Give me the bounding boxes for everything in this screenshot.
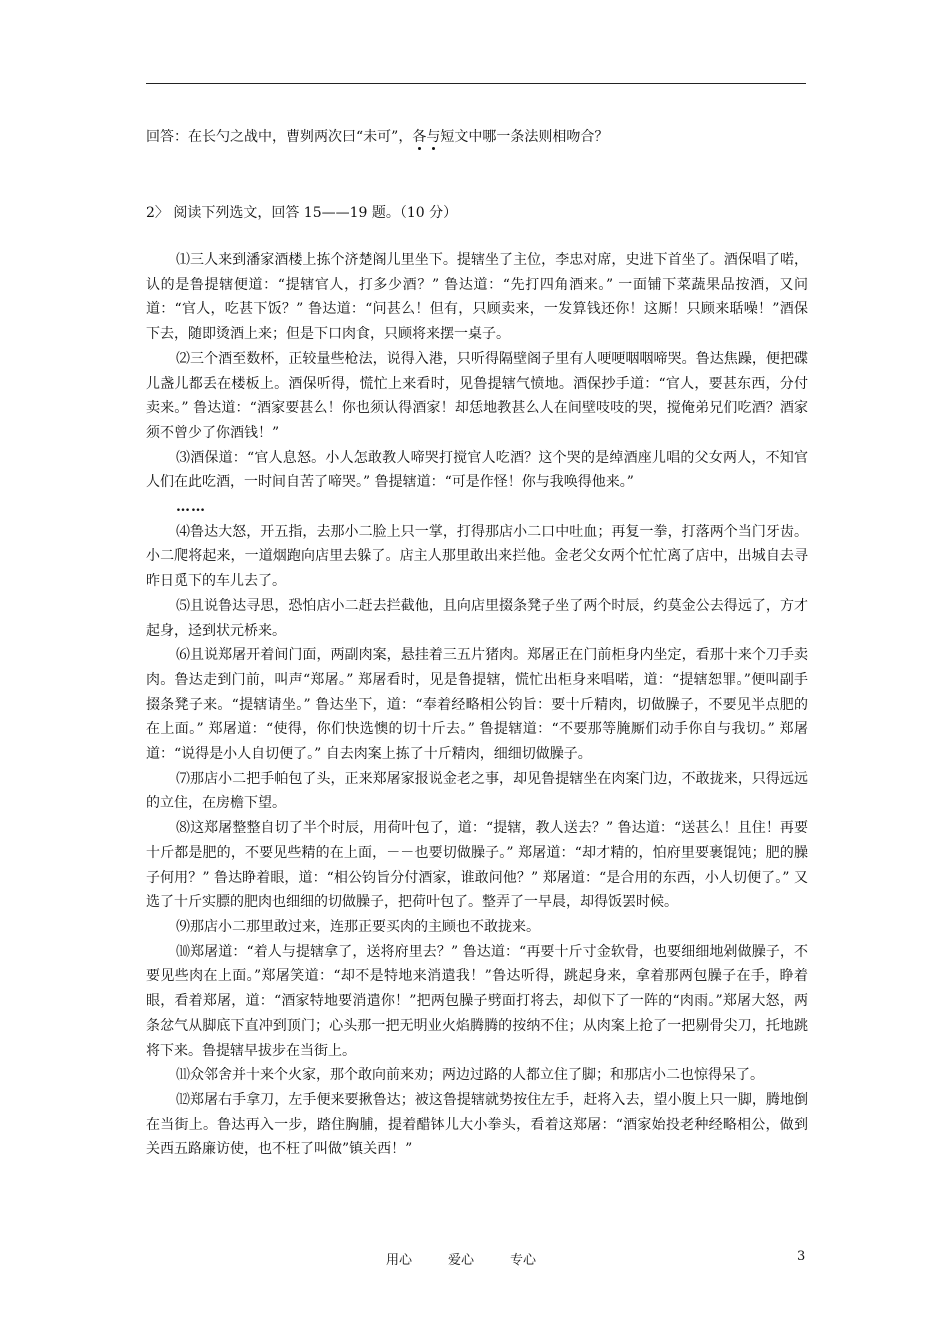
header-rule <box>146 83 806 84</box>
question-text-before: 回答：在长勺之战中，曹刿两次曰“未可”， <box>146 129 413 145</box>
question-line <box>146 126 608 148</box>
paragraph-3: ⑶酒保道：“官人息怒。小人怎敢教人啼哭打搅官人吃酒？这个哭的是绰酒座儿唱的父女两人，不知官人们在此吃酒，一时间自苦了啼哭。” 鲁提辖道：“可是作怪！你与我唤得他来。” <box>146 449 808 491</box>
emphasis-char-2: 与 <box>426 129 441 145</box>
paragraph-4: ⑷鲁达大怒，开五指，去那小二脸上只一掌，打得那店小二口中吐血；再复一拳，打落两个当门牙齿。小二爬将起来，一道烟跑向店里去躲了。店主人那里敢出来拦他。金老父女两个忙忙离了店中，出城自去寻昨日觅下的车儿去了。 <box>146 523 808 590</box>
passage <box>146 248 808 1162</box>
paragraph-10: ⑽郑屠道：“着人与提辖拿了，送将府里去？” 鲁达道：“再要十斤寸金软骨，也要细细地剁做臊子，不要见些肉在上面。”郑屠笑道：“却不是特地来消遣我！”鲁达听得，跳起身来，拿着那两包臊子在手，睁着眼，看着郑屠，道：“酒家特地要消遣你！”把两包臊子劈面打将去，却似下了一阵的“肉雨。”郑屠大怒，两条忿气从脚底下直冲到顶门；心头那一把无明业火焰腾腾的按纳不住；从肉案上抢了一把剔骨尖刀，托地跳将下来。鲁提辖早拔步在当街上。 <box>146 943 808 1059</box>
paragraph-5: ⑸且说鲁达寻思，恐怕店小二赶去拦截他，且向店里掇条凳子坐了两个时辰，约莫金公去得远了，方才起身，迳到状元桥来。 <box>146 597 808 639</box>
paragraph-9: ⑼那店小二那里敢过来，连那正要买肉的主顾也不敢拢来。 <box>176 918 540 935</box>
footer-word-1: 用心 <box>386 1253 413 1268</box>
paragraph-1: ⑴三人来到潘家酒楼上拣个济楚阁儿里坐下。提辖坐了主位，李忠对席，史进下首坐了。酒保唱了喏，认的是鲁提辖便道：“提辖官人，打多少酒？” 鲁达道：“先打四角酒来。” 一面铺下菜蔬果品按酒，又问道：“官人，吃甚下饭？” 鲁达道：“问甚么！但有，只顾卖来，一发算钱还你！这厮！只顾来聒噪！”酒保下去，随即烫酒上来；但是下口肉食，只顾将来摆一桌子。 <box>146 252 808 343</box>
paragraph-8: ⑻这郑屠整整自切了半个时辰，用荷叶包了，道：“提辖，教人送去？” 鲁达道：“送甚么！且住！再要十斤都是肥的，不要见些精的在上面，－－也要切做臊子。” 郑屠道：“却才精的，怕府里要裹馄饨；肥的臊子何用？” 鲁达睁着眼，道：“相公钧旨分付酒家，谁敢问他？” 郑屠道：“是合用的东西，小人切便了。” 又选了十斤实膘的肥肉也细细的切做臊子，把荷叶包了。整弄了一早晨，却得饭罢时候。 <box>146 820 808 911</box>
paragraph-11: ⑾众邻舍并十来个火家，那个敢向前来劝；两边过路的人都立住了脚；和那店小二也惊得呆了。 <box>176 1067 764 1084</box>
ellipsis: …… <box>176 499 206 516</box>
emphasis-char-1: 各 <box>412 129 427 145</box>
question-text-after: 短文中哪一条法则相吻合？ <box>440 129 609 145</box>
paragraph-6: ⑹且说郑屠开着间门面，两副肉案，悬挂着三五片猪肉。郑屠正在门前柜身内坐定，看那十来个刀手卖肉。鲁达走到门前，叫声“郑屠。” 郑屠看时，见是鲁提辖，慌忙出柜身来唱喏，道：“提辖恕罪。”便叫副手掇条凳子来。“提辖请坐。” 鲁达坐下，道：“奉着经略相公钧旨：要十斤精肉，切做臊子，不要见半点肥的在上面。” 郑屠道：“使得，你们快选懊的切十斤去。” 鲁提辖道：“不要那等腌厮们动手你自与我切。” 郑屠道：“说得是小人自切便了。” 自去肉案上拣了十斤精肉，细细切做臊子。 <box>146 647 808 763</box>
section-heading: 2〉 阅读下列选文，回答 15——19 题。（10 分） <box>146 205 458 221</box>
footer-motto <box>386 1249 572 1268</box>
paragraph-2: ⑵三个酒至数杯，正较量些枪法，说得入港，只听得隔壁阁子里有人哽哽咽咽啼哭。鲁达焦躁，便把碟儿盏儿都丢在楼板上。酒保听得，慌忙上来看时，见鲁提辖气愤地。酒保抄手道：“官人，要甚东西，分付卖来。” 鲁达道：“酒家要甚么！你也须认得酒家！却恁地教甚么人在间壁吱吱的哭，搅俺弟兄们吃酒？酒家须不曾少了你酒钱！” <box>146 350 808 441</box>
paragraph-12: ⑿郑屠右手拿刀，左手便来要揪鲁达；被这鲁提辖就势按住左手，赶将入去，望小腹上只一脚，腾地倒在当街上。鲁达再入一步，踏住胸脯，提着醋钵儿大小拳头，看着这郑屠：“酒家始投老种经略相公，做到关西五路廉访使，也不枉了叫做”镇关西！” <box>146 1091 808 1158</box>
paragraph-7: ⑺那店小二把手帕包了头，正来郑屠家报说金老之事，却见鲁提辖坐在肉案门边，不敢拢来，只得远远的立住，在房檐下望。 <box>146 770 808 812</box>
footer-word-2: 爱心 <box>448 1253 475 1268</box>
page-number: 3 <box>797 1249 806 1264</box>
footer-word-3: 专心 <box>510 1253 537 1268</box>
